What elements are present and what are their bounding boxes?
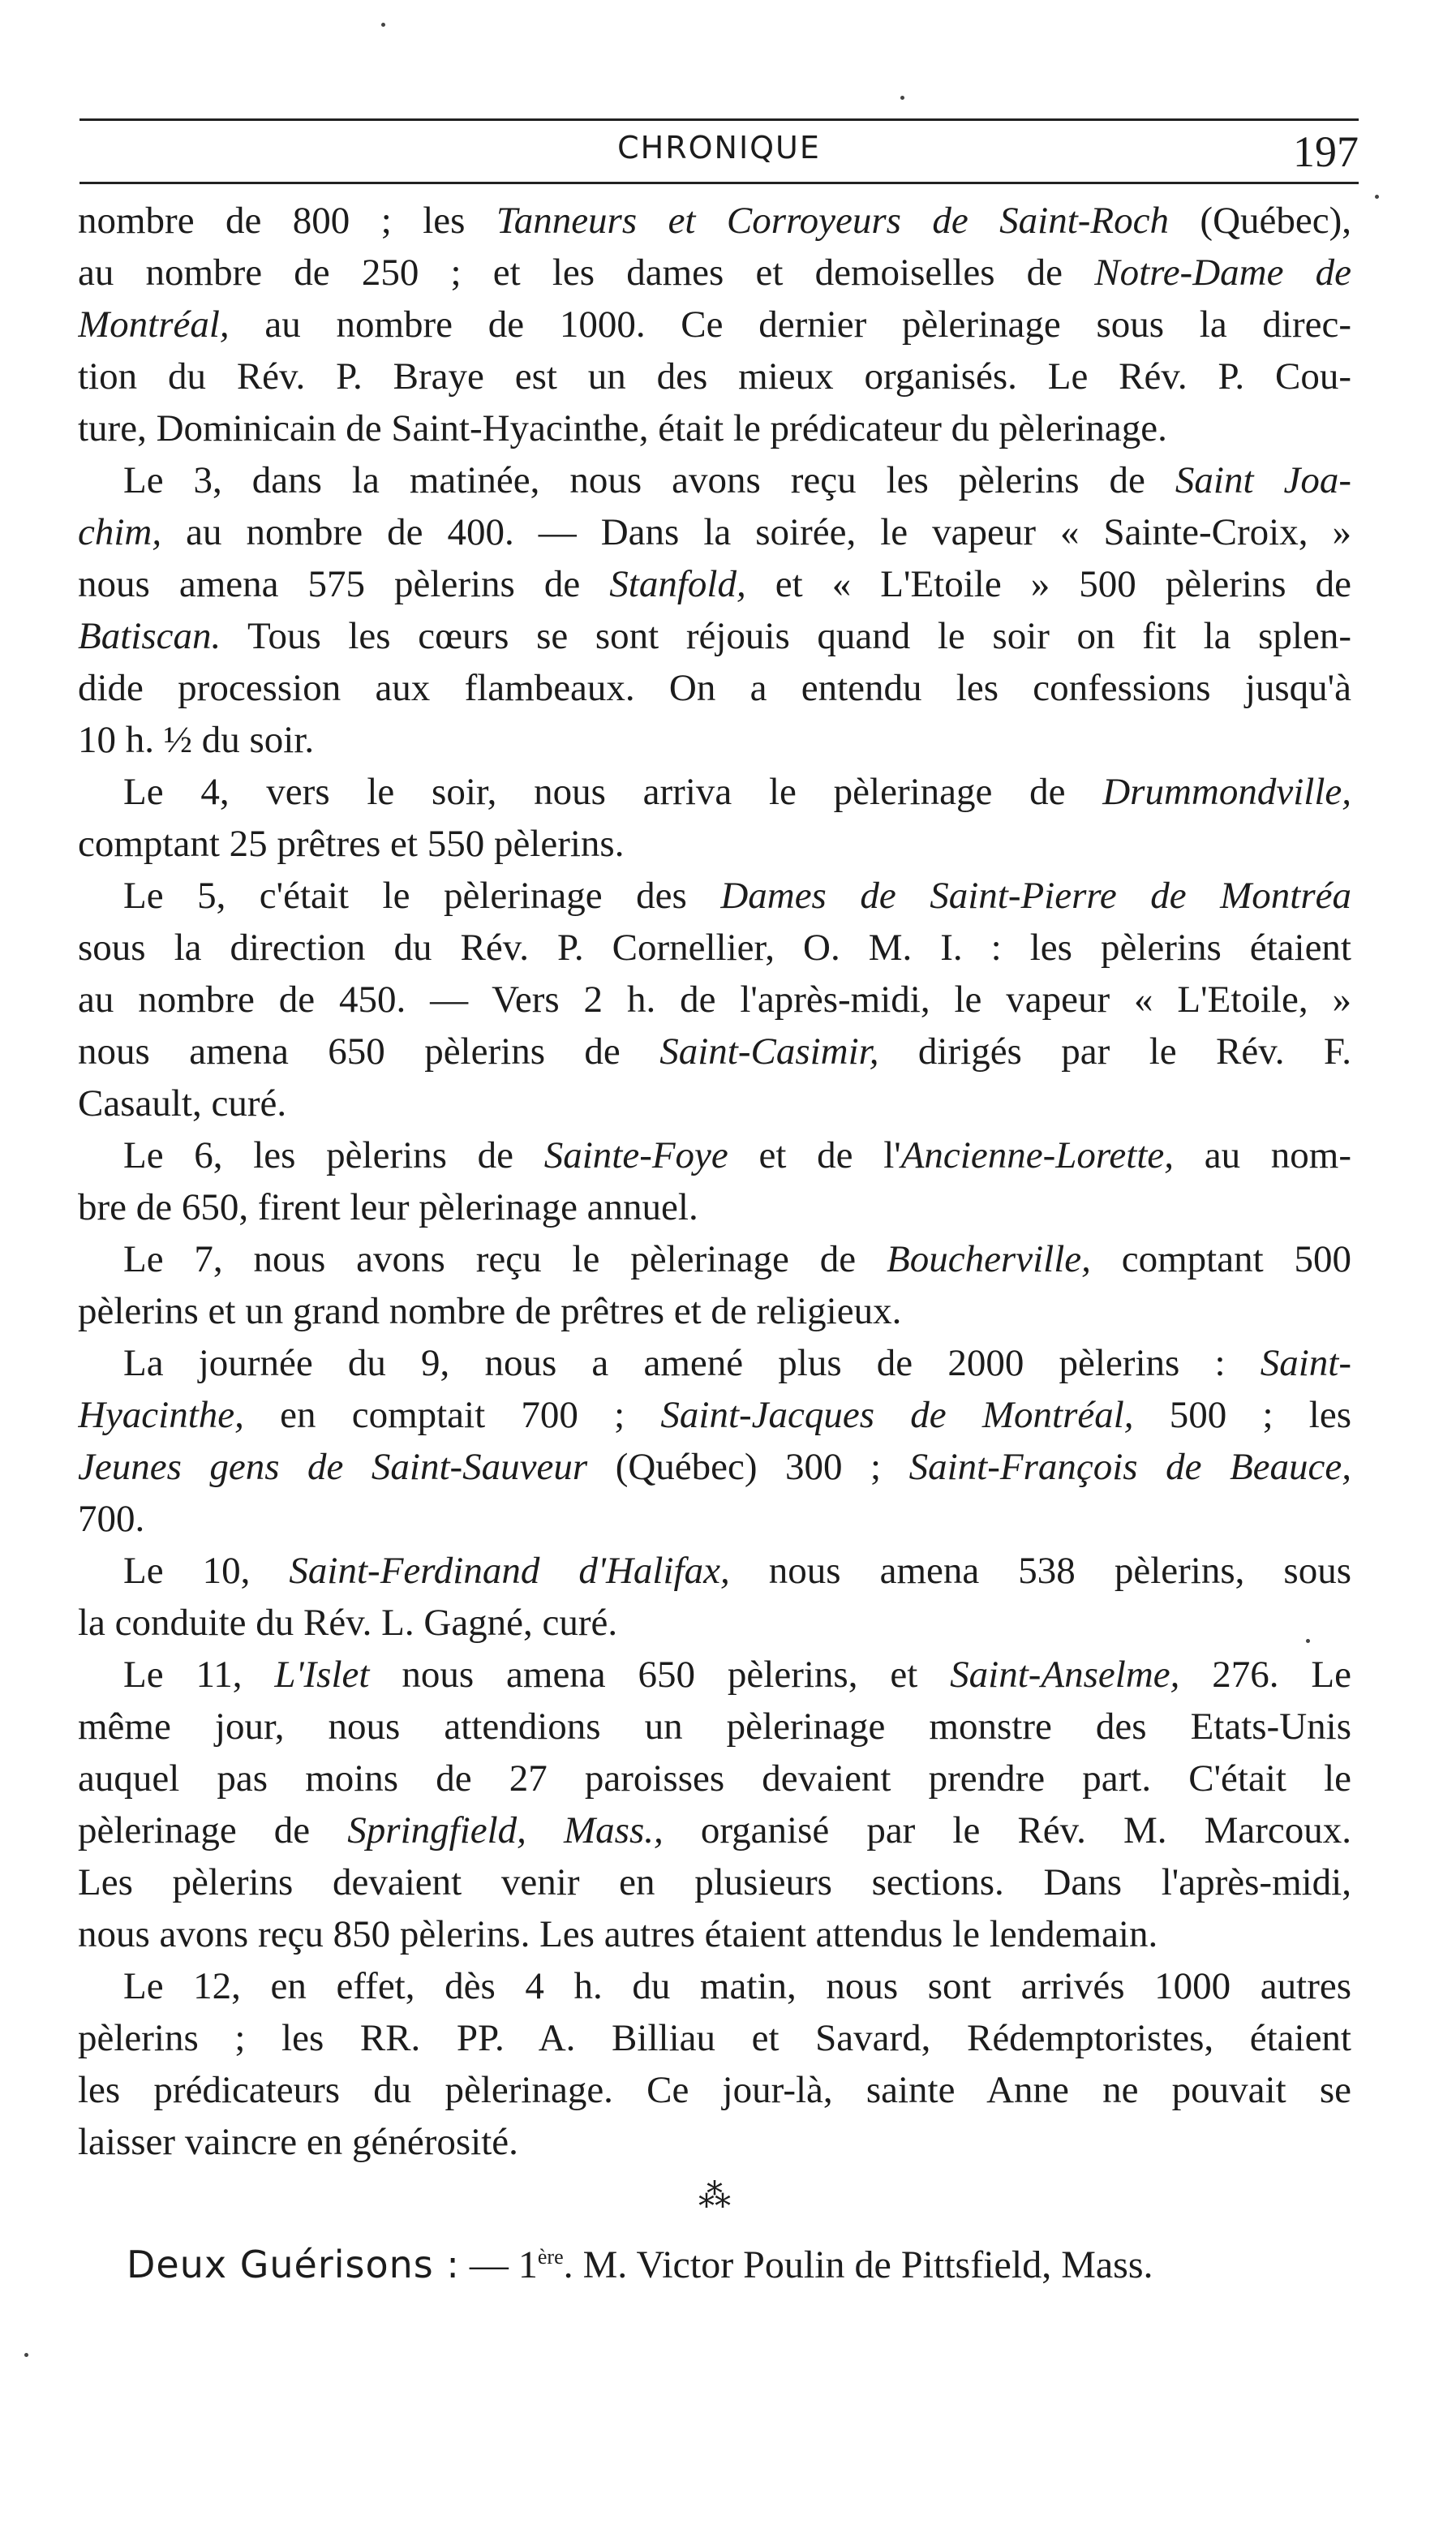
italic-name: Springfield, Mass., xyxy=(347,1809,664,1852)
text-run: Le 7, nous avons reçu le pèlerinage de xyxy=(123,1238,887,1280)
italic-name: Saint Joa- xyxy=(1175,459,1351,501)
text-run: dide procession aux flambeaux. On a entendu les confessions jusqu'à xyxy=(78,667,1351,709)
text-run: nous amena 575 pèlerins de xyxy=(78,563,610,605)
text-line xyxy=(78,1493,1351,1545)
text-line xyxy=(78,714,1351,766)
text-run: organisé par le Rév. M. Marcoux. xyxy=(663,1809,1351,1852)
paragraph xyxy=(78,454,1351,766)
italic-name: Hyacinthe, xyxy=(78,1394,244,1436)
ordinal-superscript: ère xyxy=(537,2245,564,2269)
text-line xyxy=(78,195,1351,247)
text-line xyxy=(78,1804,1351,1856)
paragraph xyxy=(78,1649,1351,1960)
paragraph xyxy=(78,1129,1351,1233)
text-line xyxy=(78,1129,1351,1181)
italic-name: Montréal, xyxy=(78,303,230,346)
paragraph-list xyxy=(78,195,1351,2168)
text-run: auquel pas moins de 27 paroisses devaient prendre part. C'était le xyxy=(78,1757,1351,1800)
italic-name: Boucherville, xyxy=(887,1238,1091,1280)
paragraph xyxy=(78,195,1351,454)
text-line xyxy=(78,1649,1351,1701)
text-run: sous la direction du Rév. P. Cornellier, O. M. I. : les pèlerins étaient xyxy=(78,927,1351,969)
text-run: Le 10, xyxy=(123,1550,290,1592)
text-line xyxy=(78,870,1351,922)
text-run: ture, Dominicain de Saint-Hyacinthe, était le prédicateur du pèlerinage. xyxy=(78,407,1167,449)
italic-name: Saint-Casimir, xyxy=(659,1030,879,1073)
text-line xyxy=(78,1960,1351,2012)
italic-name: Sainte-Foye xyxy=(543,1134,728,1176)
text-run: nous amena 650 pèlerins, et xyxy=(369,1654,951,1696)
text-line xyxy=(78,1233,1351,1285)
text-line xyxy=(78,1181,1351,1233)
scan-speck xyxy=(24,2353,28,2357)
italic-name: chim, xyxy=(78,511,162,553)
text-run: nous avons reçu 850 pèlerins. Les autres étaient attendus le lendemain. xyxy=(78,1913,1158,1955)
paragraph xyxy=(78,1545,1351,1649)
italic-name: Tanneurs et Corroyeurs de Saint-Roch xyxy=(496,200,1169,242)
text-line xyxy=(78,454,1351,506)
text-line xyxy=(78,1597,1351,1649)
italic-name: Dames de Saint-Pierre de Montréa xyxy=(720,875,1351,917)
italic-name: Stanfold, xyxy=(609,563,746,605)
text-line xyxy=(78,1026,1351,1077)
text-line xyxy=(78,922,1351,974)
heading-text: . M. Victor Poulin de Pittsfield, Mass. xyxy=(563,2243,1153,2286)
text-run: dirigés par le Rév. F. xyxy=(878,1030,1351,1073)
text-run: Le 3, dans la matinée, nous avons reçu les pèlerins de xyxy=(123,459,1175,501)
text-run: au nombre de 450. — Vers 2 h. de l'après-midi, le vapeur « L'Etoile, » xyxy=(78,978,1351,1021)
text-line xyxy=(78,2064,1351,2116)
italic-name: Drummondville, xyxy=(1102,771,1351,813)
text-line xyxy=(78,402,1351,454)
text-line xyxy=(78,506,1351,558)
text-line xyxy=(78,558,1351,610)
text-run: 276. Le xyxy=(1179,1654,1351,1696)
text-line xyxy=(78,974,1351,1026)
text-run: au nom- xyxy=(1174,1134,1351,1176)
text-line xyxy=(78,610,1351,662)
text-run: bre de 650, firent leur pèlerinage annuel. xyxy=(78,1186,698,1228)
text-line xyxy=(78,247,1351,299)
text-run: nous amena 538 pèlerins, sous xyxy=(729,1550,1351,1592)
header-rule xyxy=(79,182,1359,184)
paragraph xyxy=(78,1337,1351,1545)
text-run: Le 4, vers le soir, nous arriva le pèlerinage de xyxy=(123,771,1103,813)
section-heading-line xyxy=(78,2225,1351,2290)
section-heading: Deux Guérisons : xyxy=(127,2243,460,2286)
text-run: nombre de 800 ; les xyxy=(78,200,496,242)
text-run: et de l' xyxy=(728,1134,901,1176)
text-run: au nombre de 400. — Dans la soirée, le vapeur « Sainte-Croix, » xyxy=(161,511,1351,553)
text-run: laisser vaincre en générosité. xyxy=(78,2121,518,2163)
scan-speck xyxy=(1375,195,1379,199)
text-line xyxy=(78,766,1351,818)
text-run: nous amena 650 pèlerins de xyxy=(78,1030,660,1073)
chronicle-body xyxy=(78,195,1351,2290)
italic-name: Saint- xyxy=(1260,1342,1351,1384)
text-run: Le 5, c'était le pèlerinage des xyxy=(123,875,721,917)
text-run: et « L'Etoile » 500 pèlerins de xyxy=(745,563,1351,605)
paragraph xyxy=(78,766,1351,870)
text-line xyxy=(78,1753,1351,1804)
italic-name: Ancienne-Lorette, xyxy=(900,1134,1174,1176)
text-line xyxy=(78,1908,1351,1960)
ornament-separator: ⁂ xyxy=(698,2178,731,2214)
text-run: (Québec) 300 ; xyxy=(587,1446,909,1488)
text-run: les prédicateurs du pèlerinage. Ce jour-là, sainte Anne ne pouvait se xyxy=(78,2069,1351,2111)
scan-speck xyxy=(381,23,385,27)
text-run: au nombre de 250 ; et les dames et demoiselles de xyxy=(78,252,1095,294)
text-run: comptant 500 xyxy=(1090,1238,1351,1280)
text-run: Tous les cœurs se sont réjouis quand le soir on fit la splen- xyxy=(221,615,1351,657)
italic-name: Jeunes gens de Saint-Sauveur xyxy=(78,1446,588,1488)
text-line xyxy=(78,1389,1351,1441)
text-run: 10 h. ½ du soir. xyxy=(78,719,315,761)
text-line xyxy=(78,662,1351,714)
paragraph xyxy=(78,870,1351,1129)
text-line xyxy=(78,2116,1351,2168)
text-line xyxy=(78,818,1351,870)
italic-name: Batiscan. xyxy=(78,615,221,657)
text-run: Casault, curé. xyxy=(78,1082,287,1125)
text-run: pèlerins et un grand nombre de prêtres et de religieux. xyxy=(78,1290,902,1332)
text-line xyxy=(78,1285,1351,1337)
text-line xyxy=(78,2012,1351,2064)
text-run: au nombre de 1000. Ce dernier pèlerinage sous la direc- xyxy=(229,303,1351,346)
text-run: tion du Rév. P. Braye est un des mieux organisés. Le Rév. P. Cou- xyxy=(78,355,1351,398)
text-line xyxy=(78,1545,1351,1597)
text-run: 500 ; les xyxy=(1133,1394,1351,1436)
paragraph xyxy=(78,1960,1351,2168)
text-line xyxy=(78,1701,1351,1753)
text-line xyxy=(78,1441,1351,1493)
italic-name: L'Islet xyxy=(274,1654,370,1696)
text-run: en comptait 700 ; xyxy=(243,1394,661,1436)
italic-name: Saint-François de Beauce, xyxy=(908,1446,1351,1488)
text-line xyxy=(78,1337,1351,1389)
italic-name: Saint-Anselme, xyxy=(950,1654,1180,1696)
italic-name: Saint-Jacques de Montréal, xyxy=(660,1394,1134,1436)
text-run: Le 12, en effet, dès 4 h. du matin, nous sont arrivés 1000 autres xyxy=(123,1965,1351,2007)
text-run: pèlerins ; les RR. PP. A. Billiau et Savard, Rédemptoristes, étaient xyxy=(78,2017,1351,2059)
scan-speck xyxy=(900,96,904,100)
text-line xyxy=(78,1077,1351,1129)
text-line xyxy=(78,1856,1351,1908)
scan-speck xyxy=(1306,1639,1310,1643)
page-number: 197 xyxy=(1293,127,1359,176)
italic-name: Notre-Dame de xyxy=(1094,252,1351,294)
paragraph xyxy=(78,1233,1351,1337)
text-run: Le 11, xyxy=(123,1654,275,1696)
text-run: même jour, nous attendions un pèlerinage monstre des Etats-Unis xyxy=(78,1705,1351,1748)
text-run: (Québec), xyxy=(1169,200,1351,242)
top-rule xyxy=(79,118,1359,121)
text-run: Le 6, les pèlerins de xyxy=(123,1134,544,1176)
text-run: comptant 25 prêtres et 550 pèlerins. xyxy=(78,823,625,865)
text-run: La journée du 9, nous a amené plus de 2000 pèlerins : xyxy=(123,1342,1261,1384)
text-run: 700. xyxy=(78,1498,145,1540)
text-line xyxy=(78,299,1351,351)
italic-name: Saint-Ferdinand d'Halifax, xyxy=(289,1550,730,1592)
text-run: Les pèlerins devaient venir en plusieurs sections. Dans l'après-midi, xyxy=(78,1861,1351,1903)
text-line xyxy=(78,351,1351,402)
heading-dash: — 1 xyxy=(459,2243,538,2286)
page-header xyxy=(79,122,1359,180)
text-run: la conduite du Rév. L. Gagné, curé. xyxy=(78,1602,618,1644)
text-run: pèlerinage de xyxy=(78,1809,348,1852)
running-title: CHRONIQUE xyxy=(617,130,821,166)
